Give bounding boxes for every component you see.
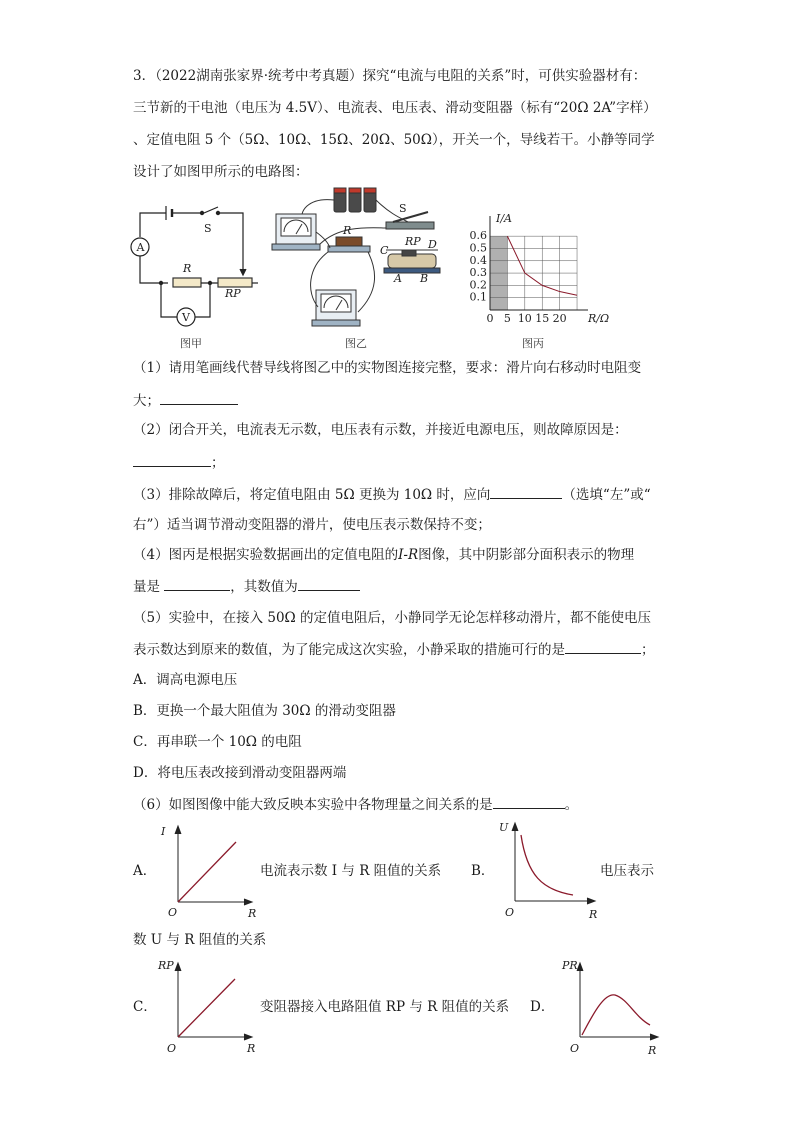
caption-bing: 图丙 [522, 337, 544, 350]
choice-c-letter[interactable]: C． [133, 999, 157, 1015]
y-tick-label: 0.6 [469, 229, 487, 243]
circuit-diagram-jia [128, 205, 258, 330]
x-axis-label: R/Ω [588, 312, 610, 325]
graph-c-ylabel: RP [158, 959, 174, 972]
graph-d-ylabel: PR [562, 959, 578, 972]
graph-a-ylabel: I [161, 825, 166, 838]
graph-b-origin: O [505, 906, 515, 919]
part2-line2 [133, 452, 225, 473]
yi-terminal-b: B [420, 272, 429, 285]
ammeter-label: A [136, 241, 145, 254]
choice-a-letter[interactable]: A． [133, 863, 157, 879]
choice-c-desc: 变阻器接入电路阻值 RP 与 R 阻值的关系 [260, 999, 510, 1015]
question-line-3: 、定值电阻 5 个（5Ω、10Ω、15Ω、20Ω、50Ω），开关一个，导线若干。小静等同学 [133, 132, 655, 148]
choice-d-letter[interactable]: D． [530, 999, 555, 1015]
part6-line [133, 794, 578, 815]
x-tick-label: 0 [486, 312, 494, 325]
option-c[interactable]: C．再串联一个 10Ω 的电阻 [133, 734, 302, 750]
graph-d-origin: O [570, 1042, 580, 1055]
voltmeter-label: V [182, 311, 190, 324]
answer-blank-4b[interactable] [298, 576, 360, 591]
graph-c-origin: O [167, 1042, 177, 1055]
switch-label: S [204, 222, 212, 235]
graph-a-xlabel: R [248, 907, 257, 920]
y-tick-label: 0.3 [469, 266, 487, 280]
rheostat-label: RP [225, 287, 241, 300]
question-line-4: 设计了如图甲所示的电路图： [133, 164, 309, 180]
part3-pre: （3）排除故障后，将定值电阻由 5Ω 更换为 10Ω 时，应向 [133, 487, 491, 503]
x-tick-label: 5 [503, 312, 511, 325]
x-tick-label: 10 [517, 312, 532, 325]
part6-end: 。 [564, 797, 579, 813]
graph-b-xlabel: R [589, 908, 598, 921]
option-a[interactable]: A．调高电源电压 [133, 672, 238, 688]
part4-var: I-R [398, 547, 419, 563]
graph-d [560, 955, 665, 1055]
choice-b-letter[interactable]: B． [471, 863, 495, 879]
option-b[interactable]: B．更换一个最大阻值为 30Ω 的滑动变阻器 [133, 703, 396, 719]
apparatus-diagram-yi [268, 182, 450, 332]
question-line-1: 3．（2022湖南张家界·统考中考真题）探究“电流与电阻的关系”时，可供实验器材有： [133, 68, 647, 84]
graph-d-xlabel: R [648, 1044, 657, 1057]
caption-yi: 图乙 [345, 337, 367, 350]
graph-c [155, 955, 260, 1055]
answer-blank-1[interactable] [160, 390, 238, 405]
part2-line1: （2）闭合开关，电流表无示数，电压表有示数，并接近电源电压，则故障原因是： [133, 422, 628, 438]
part4-line1 [133, 545, 634, 565]
part1-text: 大； [133, 393, 160, 409]
y-tick-label: 0.4 [469, 253, 487, 267]
y-axis-label: I/A [496, 212, 512, 225]
part5-end: ； [641, 642, 655, 658]
x-tick-label: 20 [552, 312, 567, 325]
graph-a [160, 820, 260, 920]
part4b-pre: 量是 [133, 579, 160, 595]
resistor-label: R [183, 262, 192, 275]
answer-blank-6[interactable] [493, 794, 565, 809]
answer-blank-4a[interactable] [164, 576, 230, 591]
yi-terminal-d: D [428, 238, 437, 251]
y-tick-label: 0.2 [469, 278, 487, 292]
part3-line1 [133, 484, 651, 505]
yi-resistor-label: R [343, 224, 352, 237]
part2-end: ； [211, 455, 225, 471]
part1-line2 [133, 390, 238, 411]
answer-blank-3[interactable] [490, 484, 562, 499]
option-d[interactable]: D．将电压表改接到滑动变阻器两端 [133, 765, 347, 781]
graph-c-xlabel: R [247, 1042, 256, 1055]
yi-terminal-a: A [394, 272, 402, 285]
caption-jia: 图甲 [180, 337, 202, 350]
yi-switch-label: S [399, 202, 407, 215]
answer-blank-5[interactable] [565, 639, 641, 654]
graph-a-origin: O [168, 906, 178, 919]
part4-line2 [133, 576, 360, 597]
question-line-2: 三节新的干电池（电压为 4.5V）、电流表、电压表、滑动变阻器（标有“20Ω 2A”字样） [133, 100, 657, 116]
yi-terminal-c: C [380, 244, 389, 257]
part3-line2: 右”）适当调节滑动变阻器的滑片，使电压表示数保持不变； [133, 517, 491, 533]
graph-b-ylabel: U [499, 821, 509, 834]
answer-blank-2[interactable] [133, 452, 211, 467]
part3-post: （选填“左”或“ [562, 487, 651, 503]
choice-b-desc: 电压表示 [600, 863, 654, 879]
part4-pre: （4）图丙是根据实验数据画出的定值电阻的 [133, 547, 399, 563]
part4b-mid: ，其数值为 [230, 579, 298, 595]
y-tick-label: 0.5 [469, 241, 487, 255]
choice-b-desc-cont: 数 U 与 R 阻值的关系 [133, 932, 267, 948]
part1-line1: （1）请用笔画线代替导线将图乙中的实物图连接完整，要求：滑片向右移动时电阻变 [133, 360, 642, 376]
part5-line1: （5）实验中，在接入 50Ω 的定值电阻后，小静同学无论怎样移动滑片，都不能使电压 [133, 610, 652, 626]
part6-text: （6）如图图像中能大致反映本实验中各物理量之间关系的是 [133, 797, 493, 813]
part4-post: 图像，其中阴影部分面积表示的物理 [418, 547, 635, 563]
yi-rp-label: RP [405, 235, 421, 248]
part5-line2 [133, 639, 655, 660]
ir-chart-bing [466, 212, 610, 330]
x-tick-label: 15 [535, 312, 550, 325]
y-tick-label: 0.1 [469, 290, 487, 304]
graph-b [497, 815, 602, 920]
choice-a-desc: 电流表示数 I 与 R 阻值的关系 [260, 863, 442, 879]
part5-text: 表示数达到原来的数值，为了能完成这次实验，小静采取的措施可行的是 [133, 642, 565, 658]
